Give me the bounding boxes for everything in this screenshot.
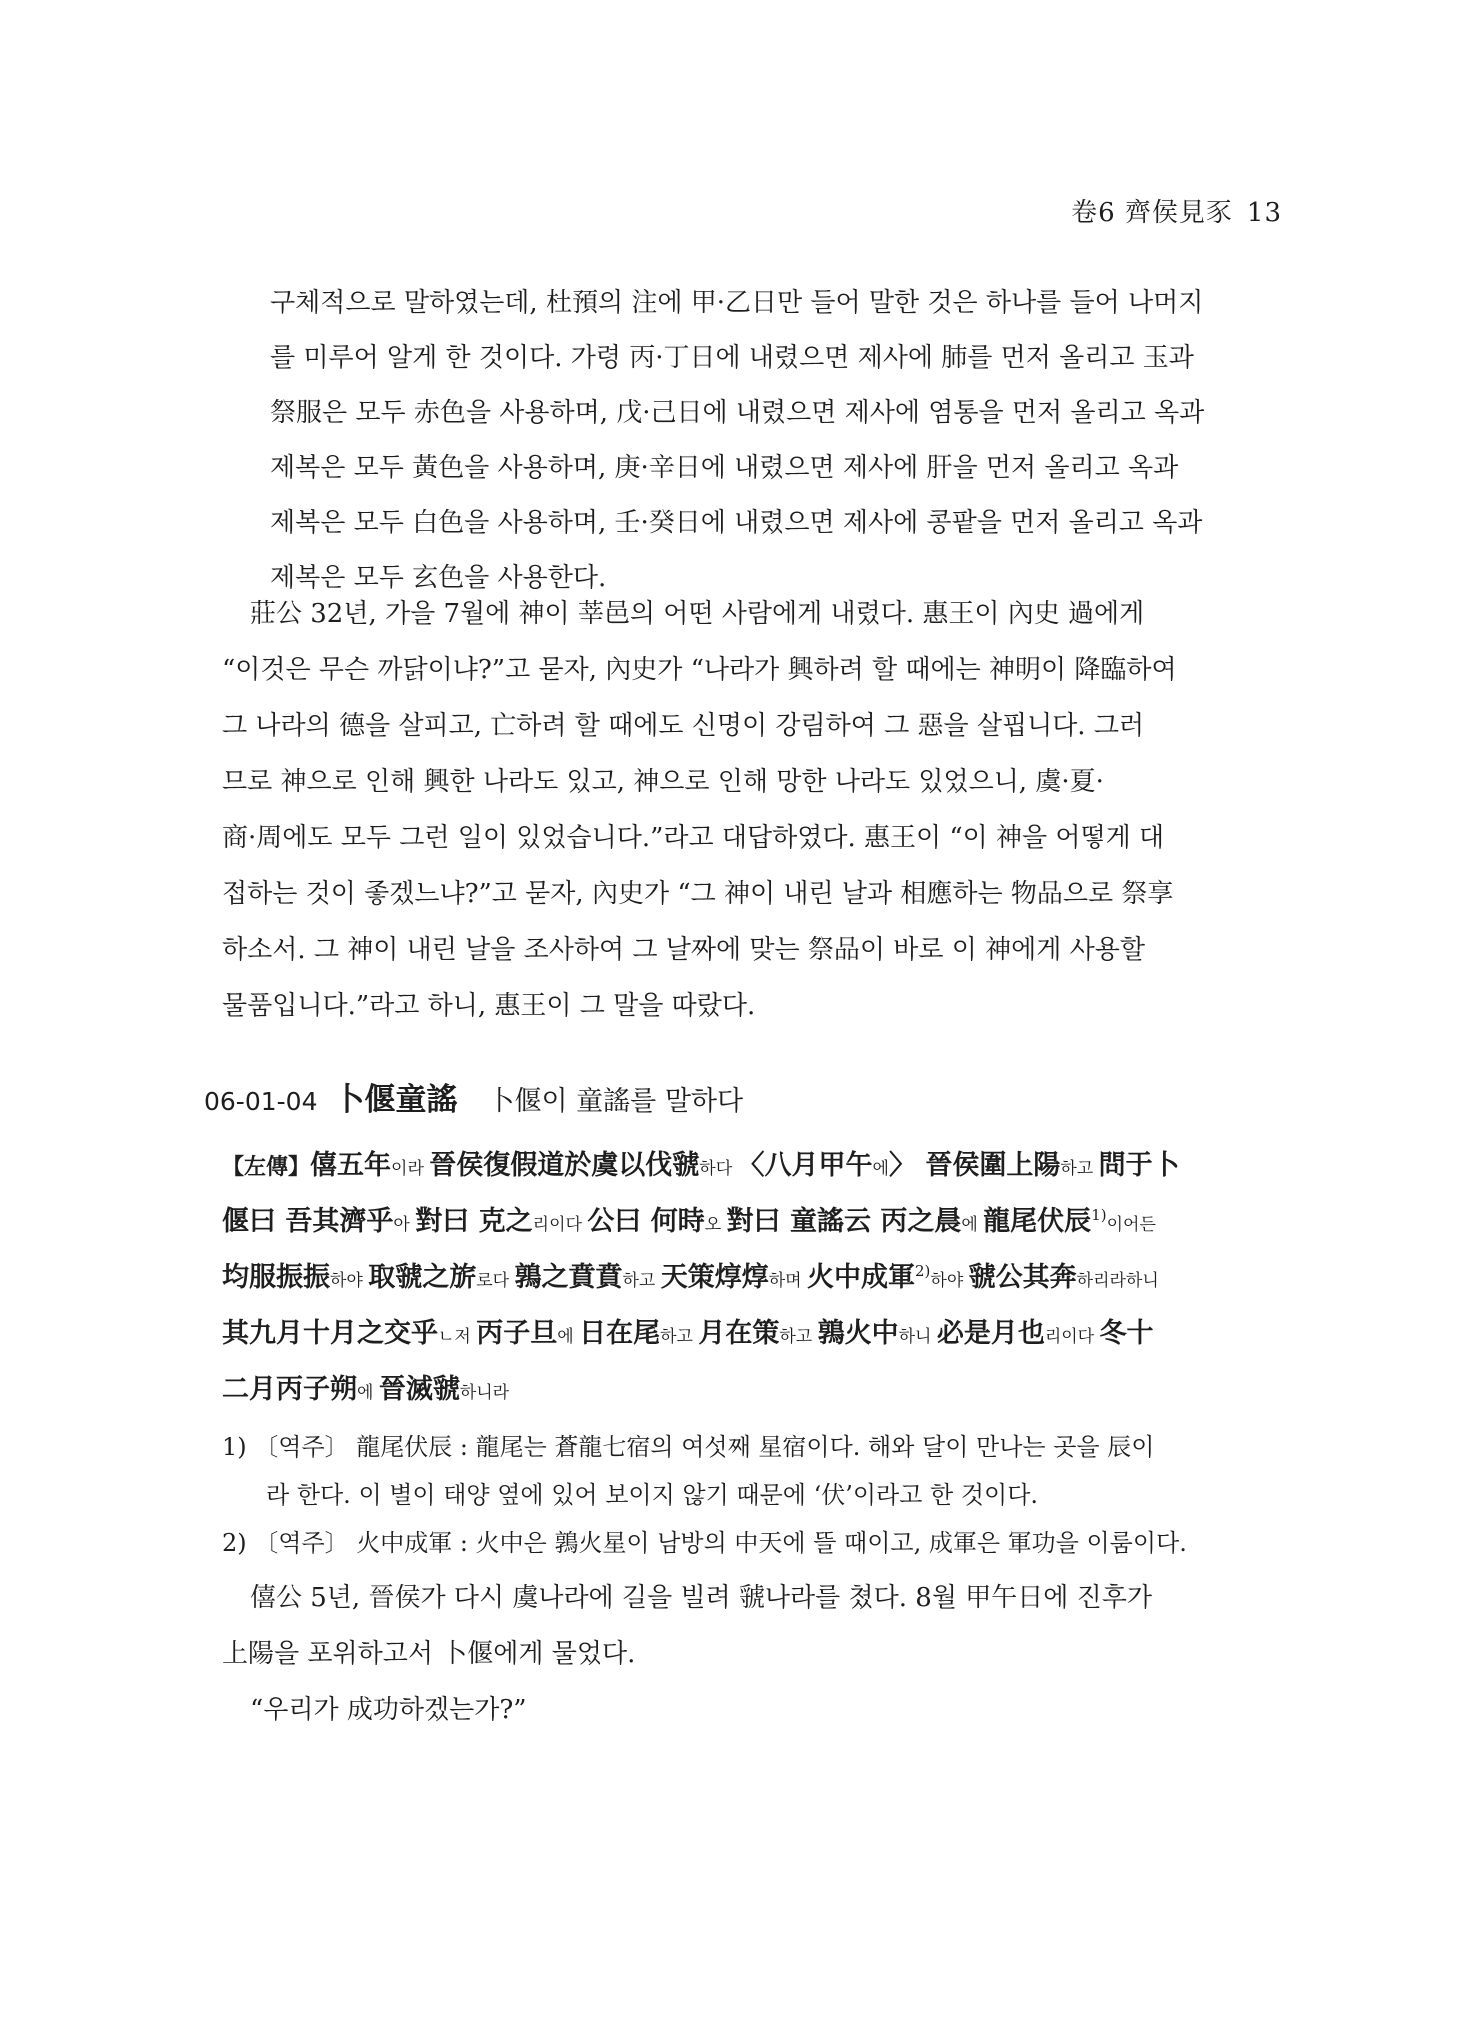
paragraph-line: 莊公 32년, 가을 7월에 神이 莘邑의 어떤 사람에게 내렸다. 惠王이 內史 過에게 <box>250 599 1145 629</box>
classical-text: 必是月也 <box>936 1318 1045 1349</box>
footnote-2: 2) 〔역주〕 火中成軍 : 火中은 鶉火星이 남방의 中天에 뜰 때이고, 成軍은 軍功을 이룸이다. <box>222 1529 1187 1557</box>
note-line: 구체적으로 말하였는데, 杜預의 注에 甲·乙日만 들어 말한 것은 하나를 들어 나머지 <box>270 288 1204 318</box>
reading-mark: 에 <box>872 1159 889 1179</box>
classical-text: 晉滅虢 <box>378 1374 460 1405</box>
paragraph-line: “이것은 무슨 까닭이냐?”고 묻자, 內史가 “나라가 興하려 할 때에는 神明이 降臨하여 <box>222 655 1177 685</box>
reading-mark: 로다 <box>476 1271 515 1291</box>
classical-text: 月在策 <box>698 1318 780 1349</box>
footnote-ref-2[interactable]: 2) <box>915 1262 931 1280</box>
reading-mark: 하고 <box>622 1271 661 1291</box>
classical-line <box>222 1306 1258 1362</box>
reading-mark: 리이다 <box>1044 1327 1100 1347</box>
classical-text: 取虢之旂 <box>368 1262 477 1293</box>
reading-mark: 하리라하니 <box>1076 1271 1159 1291</box>
reading-mark: 에 <box>557 1327 580 1347</box>
reading-mark: 하야 <box>930 1271 969 1291</box>
classical-text: 龍尾伏辰 <box>983 1206 1092 1237</box>
header-section-label: 卷6 齊侯見豕 <box>1071 198 1233 228</box>
reading-mark: 하니 <box>898 1327 937 1347</box>
continued-note-block <box>270 276 1258 606</box>
note-line: 祭服은 모두 赤色을 사용하며, 戊·己日에 내렸으면 제사에 염통을 먼저 올리고 옥과 <box>270 398 1205 428</box>
note-line: 제복은 모두 黃色을 사용하며, 庚·辛日에 내렸으면 제사에 肝을 먼저 올리고 옥과 <box>270 453 1179 483</box>
section-title: 卜偃童謠 <box>333 1082 458 1118</box>
reading-mark: 오 <box>704 1215 727 1235</box>
classical-text: 天策焞焞 <box>660 1262 769 1293</box>
classical-text: 晉侯復假道於虞以伐虢 <box>429 1150 700 1181</box>
classical-text: 偃曰 吾其濟乎 <box>222 1206 394 1237</box>
classical-text: 丙子旦 <box>476 1318 558 1349</box>
paragraph-line: 僖公 5년, 晉侯가 다시 虞나라에 길을 빌려 虢나라를 쳤다. 8월 甲午日에 진후가 <box>250 1583 1152 1613</box>
note-line: 제복은 모두 玄色을 사용한다. <box>270 563 607 593</box>
reading-mark: 하니라 <box>459 1383 510 1403</box>
running-header <box>1071 192 1282 229</box>
reading-mark: 하야 <box>330 1271 369 1291</box>
footnote-1-continued: 라 한다. 이 별이 태양 옆에 있어 보이지 않기 때문에 ‘伏’이라고 한 것이다. <box>266 1481 1039 1509</box>
classical-text: 冬十 <box>1099 1318 1154 1349</box>
page-number: 13 <box>1246 198 1282 228</box>
classical-text: 公曰 何時 <box>587 1206 705 1237</box>
note-line: 제복은 모두 白色을 사용하며, 壬·癸日에 내렸으면 제사에 콩팥을 먼저 올리고 옥과 <box>270 508 1203 538</box>
reading-mark: 하다 <box>699 1159 738 1179</box>
reading-mark: 하고 <box>1060 1159 1099 1179</box>
reading-mark: ㄴ저 <box>438 1327 477 1347</box>
classical-text: 二月丙子朔 <box>222 1374 357 1405</box>
classical-line <box>222 1362 1258 1418</box>
classical-text: 〉 晉侯圍上陽 <box>888 1150 1061 1181</box>
classical-text: 鶉火中 <box>817 1318 899 1349</box>
reading-mark: 에 <box>357 1383 379 1403</box>
classical-text: 火中成軍 <box>807 1262 915 1293</box>
section-code: 06-01-04 <box>204 1087 318 1116</box>
reading-mark: 이어든 <box>1106 1215 1156 1235</box>
classical-text: 虢公其奔 <box>968 1262 1077 1293</box>
translation-paragraph-1 <box>222 586 1258 1034</box>
paragraph-line: 므로 神으로 인해 興한 나라도 있고, 神으로 인해 망한 나라도 있었으니, 虞·夏· <box>222 767 1104 797</box>
classical-text: 日在尾 <box>579 1318 661 1349</box>
paragraph-line: 商·周에도 모두 그런 일이 있었습니다.”라고 대답하였다. 惠王이 “이 神을 어떻게 대 <box>222 823 1165 853</box>
classical-text: 問于卜 <box>1098 1150 1180 1181</box>
note-line: 를 미루어 알게 한 것이다. 가령 丙·丁日에 내렸으면 제사에 肺를 먼저 올리고 玉과 <box>270 343 1194 373</box>
classical-line <box>222 1250 1258 1306</box>
translation-paragraph-2 <box>222 1570 1258 1738</box>
classical-text: 其九月十月之交乎 <box>222 1318 438 1349</box>
footnote-1: 1) 〔역주〕 龍尾伏辰 : 龍尾는 蒼龍七宿의 여섯째 星宿이다. 해와 달이 만나는 곳을 辰이 <box>222 1433 1155 1461</box>
section-heading <box>204 1074 743 1119</box>
footnote-ref-1[interactable]: 1) <box>1091 1206 1107 1224</box>
footnotes <box>222 1423 1258 1567</box>
paragraph-line: 물품입니다.”라고 하니, 惠王이 그 말을 따랐다. <box>222 991 756 1021</box>
paragraph-line: 접하는 것이 좋겠느냐?”고 묻자, 內史가 “그 神이 내린 날과 相應하는 物品으로 祭享 <box>222 879 1174 909</box>
reading-mark: 하고 <box>660 1327 699 1347</box>
paragraph-line: 그 나라의 德을 살피고, 亡하려 할 때에도 신명이 강림하여 그 惡을 살핍니다. 그러 <box>222 711 1145 741</box>
reading-mark: 아 <box>393 1215 416 1235</box>
reading-mark: 하고 <box>779 1327 818 1347</box>
classical-text: 鶉之賁賁 <box>514 1262 623 1293</box>
classical-line <box>222 1194 1258 1250</box>
reading-mark: 이라 <box>391 1159 430 1179</box>
classical-text: 對曰 克之 <box>415 1206 533 1237</box>
source-label: 【左傳】 <box>222 1154 311 1180</box>
classical-text-block <box>222 1138 1258 1418</box>
paragraph-line: 上陽을 포위하고서 卜偃에게 물었다. <box>222 1639 636 1669</box>
dialogue-line: “우리가 成功하겠는가?” <box>250 1695 527 1725</box>
reading-mark: 리이다 <box>532 1215 588 1235</box>
paragraph-line: 하소서. 그 神이 내린 날을 조사하여 그 날짜에 맞는 祭品이 바로 이 神에게 사용할 <box>222 935 1145 965</box>
classical-text: 僖五年 <box>310 1150 392 1181</box>
section-subtitle: 卜偃이 童謠를 말하다 <box>487 1086 744 1117</box>
reading-mark: 하며 <box>768 1271 807 1291</box>
classical-text: 〈八月甲午 <box>737 1150 873 1181</box>
classical-text: 對曰 童謠云 丙之晨 <box>726 1206 962 1237</box>
classical-line <box>222 1138 1258 1194</box>
reading-mark: 에 <box>961 1215 984 1235</box>
classical-text: 均服振振 <box>222 1262 330 1293</box>
